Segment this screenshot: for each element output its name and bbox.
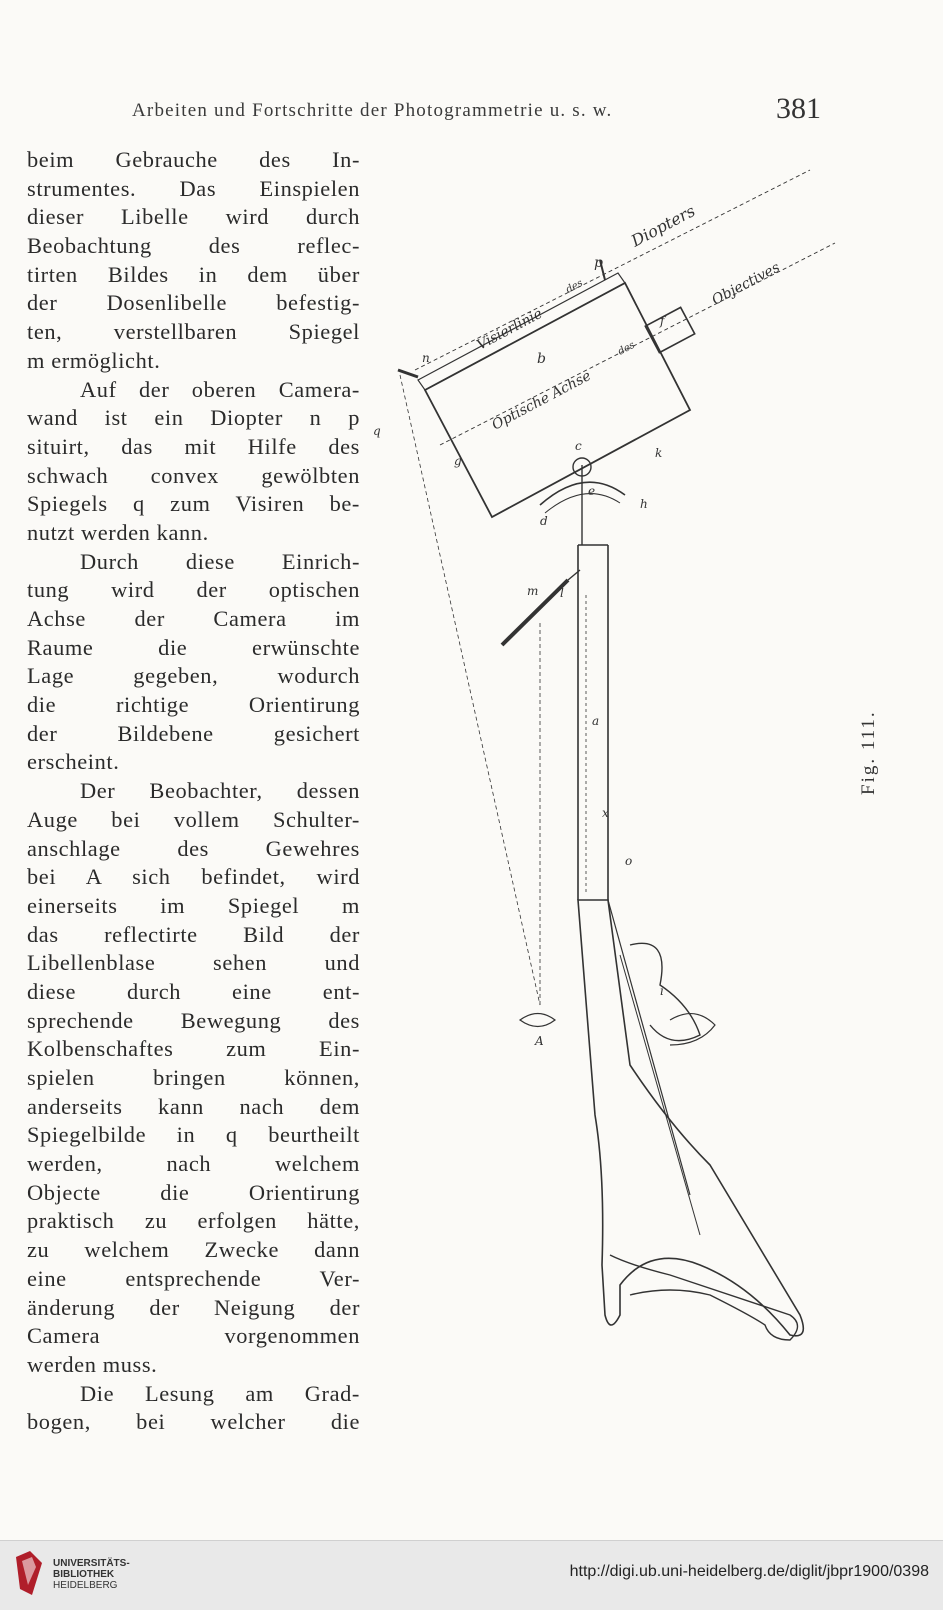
label-des-2: des xyxy=(616,339,637,358)
text-line: einerseits im Spiegel m xyxy=(27,892,360,918)
text-line: Durch diese Einrich- xyxy=(80,548,360,574)
label-m: m xyxy=(527,584,539,598)
text-line: erscheint. xyxy=(27,749,120,775)
text-line: änderung der Neigung der xyxy=(27,1294,360,1320)
text-line: werden muss. xyxy=(27,1351,158,1377)
text-line: Auf der oberen Camera- xyxy=(80,376,360,402)
text-line: sprechende Bewegung des xyxy=(27,1007,360,1033)
text-line: m ermöglicht. xyxy=(27,347,161,373)
text-line: spielen bringen können, xyxy=(27,1065,360,1090)
text-line: tung wird der optischen xyxy=(27,577,360,603)
text-line: dieser Libelle wird durch xyxy=(27,204,360,230)
text-line: Libellenblase sehen und xyxy=(27,950,360,976)
text-line: Spiegels q zum Visiren be- xyxy=(27,491,360,517)
sighting-mirror-q xyxy=(398,370,418,377)
text-line: tirten Bildes in dem über xyxy=(27,261,360,287)
text-line: diese durch eine ent- xyxy=(27,978,360,1004)
viewer-footer-bar xyxy=(0,1540,943,1610)
label-l: l xyxy=(560,586,564,600)
label-d: d xyxy=(540,514,548,528)
text-line: der Bildebene gesichert xyxy=(27,720,360,746)
text-line: bei A sich befindet, wird xyxy=(27,864,360,890)
text-line: wand ist ein Diopter n p xyxy=(27,405,360,431)
label-diopters: Diopters xyxy=(627,201,699,251)
body-text-column xyxy=(27,146,360,1437)
label-o: o xyxy=(625,854,633,868)
text-line: das reflectirte Bild der xyxy=(27,921,360,947)
text-line: Der Beobachter, dessen xyxy=(80,778,360,804)
label-g: g xyxy=(454,454,462,468)
page-number: 381 xyxy=(776,92,821,125)
label-a: a xyxy=(592,714,600,728)
label-x: x xyxy=(602,806,609,820)
text-line: Kolbenschaftes zum Ein- xyxy=(27,1036,360,1062)
gun-stock xyxy=(578,900,803,1336)
text-line: der Dosenlibelle befestig- xyxy=(27,290,360,316)
objective-tube xyxy=(645,307,694,352)
label-visierlinie: Visierlinie xyxy=(474,305,546,354)
text-line: Achse der Camera im xyxy=(27,606,360,631)
eye-A-symbol xyxy=(520,1014,555,1027)
eye-sight-line xyxy=(400,375,540,1005)
label-des-1: des xyxy=(564,277,585,296)
label-p: p xyxy=(594,255,603,271)
label-A: A xyxy=(535,1034,544,1048)
text-line: schwach convex gewölbten xyxy=(27,462,360,488)
text-line: Raume die erwünschte xyxy=(27,634,360,660)
label-b: b xyxy=(537,351,546,367)
text-line: anderseits kann nach dem xyxy=(27,1093,360,1119)
text-line: ten, verstellbaren Spiegel xyxy=(27,319,360,345)
label-f: f xyxy=(660,314,665,328)
text-line: Die Lesung am Grad- xyxy=(80,1380,360,1406)
text-line: Camera vorgenommen xyxy=(27,1323,360,1349)
label-q: q xyxy=(373,424,381,438)
text-line: Objecte die Orientirung xyxy=(27,1179,360,1205)
text-line: werden, nach welchem xyxy=(27,1151,360,1177)
figure-caption: Fig. 111. xyxy=(858,710,879,795)
university-library-logo-icon xyxy=(10,1549,46,1601)
label-e: e xyxy=(588,484,596,498)
label-k: k xyxy=(655,446,663,460)
label-h: h xyxy=(640,497,648,511)
label-c: c xyxy=(575,439,582,453)
text-line: situirt, das mit Hilfe des xyxy=(27,433,360,459)
text-line: strumentes. Das Einspielen xyxy=(27,175,360,201)
library-name: UNIVERSITÄTS- BIBLIOTHEK HEIDELBERG xyxy=(53,1558,130,1591)
text-line: bogen, bei welcher die xyxy=(27,1409,360,1435)
figure-camera-gun-illustration xyxy=(370,165,890,1385)
text-line: Beobachtung des reflec- xyxy=(27,233,360,259)
text-line: die richtige Orientirung xyxy=(27,692,360,718)
running-title: Arbeiten und Fortschritte der Photogrammetrie u. s. w. xyxy=(132,100,613,121)
text-line: Auge bei vollem Schulter- xyxy=(27,806,360,832)
text-line: anschlage des Gewehres xyxy=(27,835,360,861)
label-optische-achse: Optische Achse xyxy=(489,367,594,434)
text-line: beim Gebrauche des In- xyxy=(27,147,360,172)
text-line: eine entsprechende Ver- xyxy=(27,1265,360,1291)
text-line: nutzt werden kann. xyxy=(27,519,209,545)
text-line: Spiegelbilde in q beurtheilt xyxy=(27,1122,360,1148)
text-line: Lage gegeben, wodurch xyxy=(27,663,360,689)
label-objectives: Objectives xyxy=(709,259,783,309)
text-line: praktisch zu erfolgen hätte, xyxy=(27,1208,360,1234)
label-n: n xyxy=(422,351,430,365)
text-line: zu welchem Zwecke dann xyxy=(27,1237,360,1263)
label-i: i xyxy=(660,984,664,998)
source-url-link[interactable]: http://digi.ub.uni-heidelberg.de/diglit/jbpr1900/0398 xyxy=(569,1563,929,1580)
